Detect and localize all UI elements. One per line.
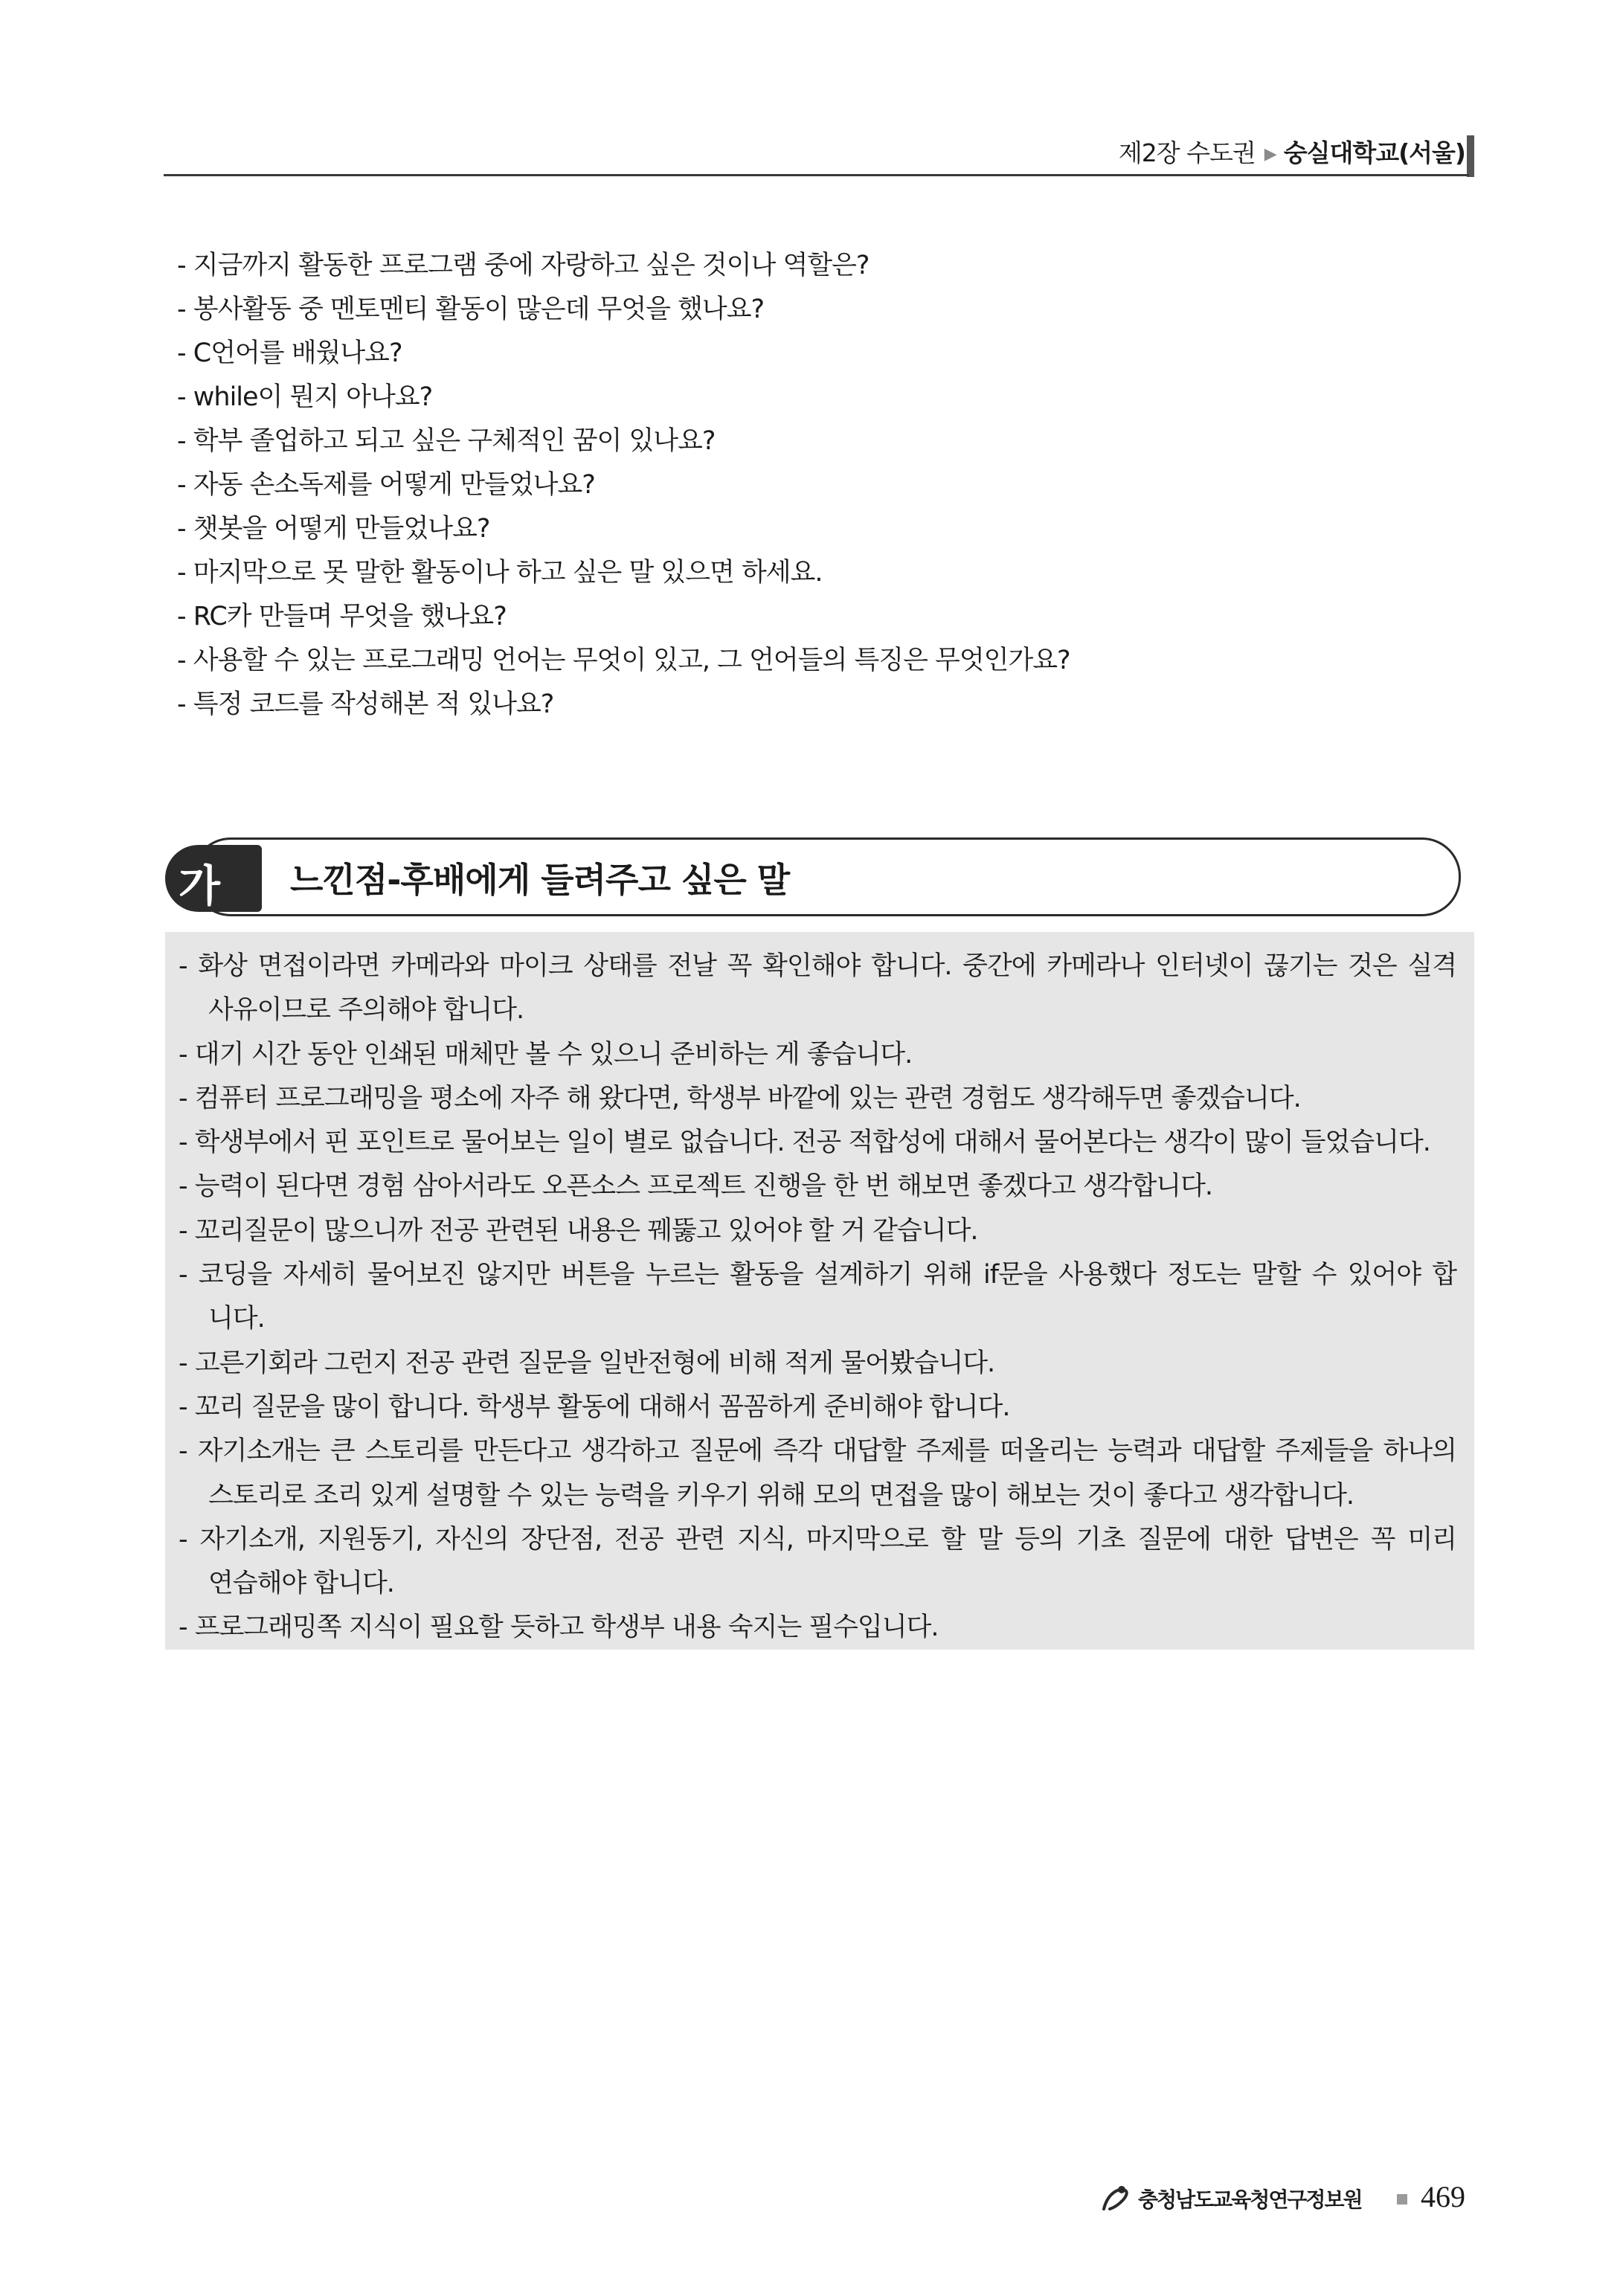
section-badge: [165, 845, 262, 912]
advice-item: - 꼬리질문이 많으니까 전공 관련된 내용은 꿰뚫고 있어야 할 거 같습니다.: [179, 1215, 978, 1246]
breadcrumb-arrow-icon: ▶: [1264, 145, 1276, 164]
header-accent-bar: [1467, 135, 1474, 177]
header-rule: [164, 174, 1469, 176]
advice-item: - 프로그래밍쪽 지식이 필요할 듯하고 학생부 내용 숙지는 필수입니다.: [179, 1612, 939, 1643]
advice-item-continuation: 니다.: [208, 1304, 265, 1334]
section-badge-label: 가: [179, 861, 218, 911]
advice-item: - 대기 시간 동안 인쇄된 매체만 볼 수 있으니 준비하는 게 좋습니다.: [179, 1039, 913, 1070]
question-item: - RC카 만들며 무엇을 했나요?: [177, 602, 507, 631]
chapter-label: 제2장 수도권: [1118, 138, 1256, 167]
advice-item: - 자기소개는 큰 스토리를 만든다고 생각하고 질문에 즉각 대답할 주제를 떠올리는 능력과 대답할 주제들을 하나의: [179, 1436, 1456, 1467]
advice-item: - 꼬리 질문을 많이 합니다. 학생부 활동에 대해서 꼼꼼하게 준비해야 합니다.: [179, 1392, 1010, 1422]
advice-item-continuation: 연습해야 합니다.: [208, 1569, 394, 1599]
question-item: - 봉사활동 중 멘토멘티 활동이 많은데 무엇을 했나요?: [177, 295, 765, 324]
advice-item: - 능력이 된다면 경험 삼아서라도 오픈소스 프로젝트 진행을 한 번 해보면 좋겠다고 생각합니다.: [179, 1171, 1213, 1202]
advice-item-continuation: 사유이므로 주의해야 합니다.: [208, 995, 524, 1026]
question-item: - 지금까지 활동한 프로그램 중에 자랑하고 싶은 것이나 역할은?: [177, 251, 870, 280]
question-list: [177, 244, 1471, 727]
question-item: - 사용할 수 있는 프로그래밍 언어는 무엇이 있고, 그 언어들의 특징은 무엇인가요?: [177, 646, 1070, 675]
advice-item: - 학생부에서 핀 포인트로 물어보는 일이 별로 없습니다. 전공 적합성에 대해서 물어본다는 생각이 많이 들었습니다.: [179, 1128, 1430, 1158]
advice-item-continuation: 스토리로 조리 있게 설명할 수 있는 능력을 키우기 위해 모의 면접을 많이 해보는 것이 좋다고 생각합니다.: [208, 1480, 1354, 1511]
question-item: - 챗봇을 어떻게 만들었나요?: [177, 514, 490, 544]
advice-item: - 컴퓨터 프로그래밍을 평소에 자주 해 왔다면, 학생부 바깥에 있는 관련 경험도 생각해두면 좋겠습니다.: [179, 1083, 1301, 1113]
page-number: 469: [1421, 2180, 1465, 2213]
advice-box: [165, 932, 1474, 1650]
question-item: - 특정 코드를 작성해본 적 있나요?: [177, 689, 554, 719]
question-item: - 학부 졸업하고 되고 싶은 구체적인 꿈이 있나요?: [177, 426, 716, 456]
school-name: 숭실대학교(서울): [1283, 138, 1465, 167]
question-item: - 자동 손소독제를 어떻게 만들었나요?: [177, 470, 595, 500]
running-header: [1119, 134, 1465, 169]
question-item: - while이 뭔지 아나요?: [177, 382, 433, 412]
institute-name: 충청남도교육청연구정보원: [1138, 2187, 1362, 2212]
page-footer: [1093, 2179, 1480, 2216]
advice-item: - 자기소개, 지원동기, 자신의 장단점, 전공 관련 지식, 마지막으로 할 말 등의 기초 질문에 대한 답변은 꼭 미리: [179, 1524, 1456, 1554]
question-item: - C언어를 배웠나요?: [177, 338, 402, 368]
advice-item: - 고른기회라 그런지 전공 관련 질문을 일반전형에 비해 적게 물어봤습니다.: [179, 1348, 995, 1378]
question-item: - 마지막으로 못 말한 활동이나 하고 싶은 말 있으면 하세요.: [177, 558, 823, 588]
institute-logo-icon: [1099, 2184, 1131, 2215]
advice-item: - 코딩을 자세히 물어보진 않지만 버튼을 누르는 활동을 설계하기 위해 if문을 사용했다 정도는 말할 수 있어야 합: [179, 1260, 1456, 1290]
footer-separator-icon: [1397, 2194, 1407, 2205]
advice-item: - 화상 면접이라면 카메라와 마이크 상태를 전날 꼭 확인해야 합니다. 중간에 카메라나 인터넷이 끊기는 것은 실격: [179, 951, 1456, 981]
section-title: 느낀점-후배에게 들려주고 싶은 말: [290, 860, 790, 900]
section-header: [165, 837, 1471, 915]
